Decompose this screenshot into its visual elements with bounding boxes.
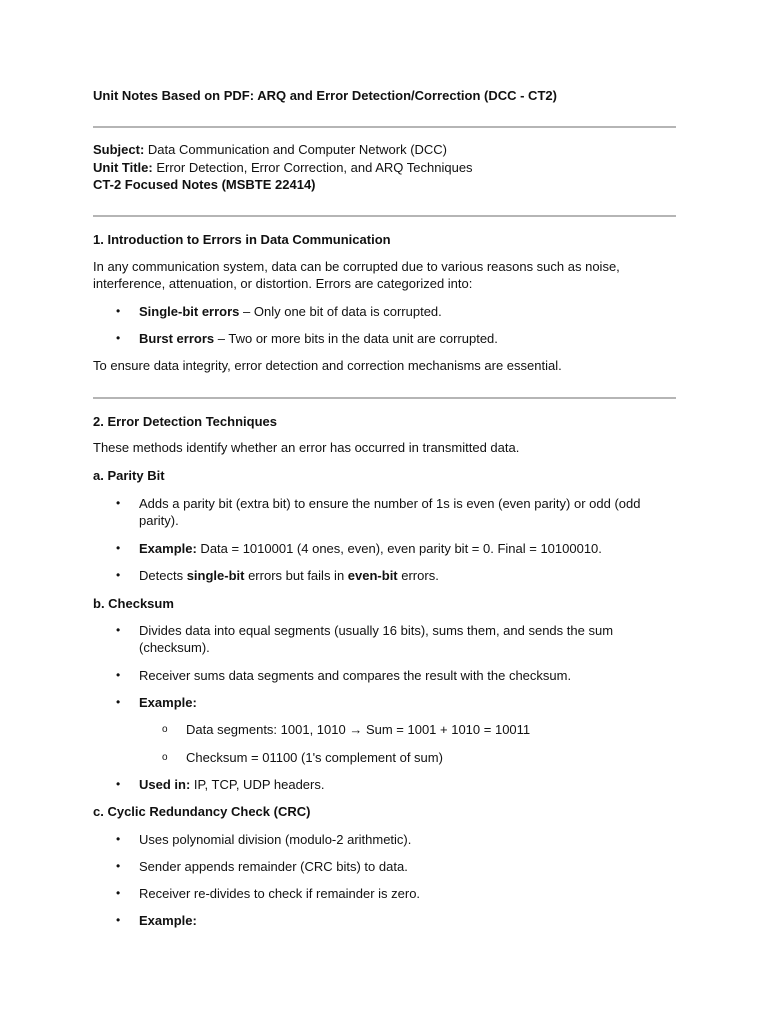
section-heading: 1. Introduction to Errors in Data Communication [93, 232, 391, 247]
subject-value: Data Communication and Computer Network (DCC) [144, 142, 448, 157]
divider [93, 126, 676, 128]
bullet-marker: • [116, 695, 121, 709]
list-item [139, 776, 675, 793]
list-item [139, 330, 675, 347]
sub-bullet-marker: o [162, 724, 168, 735]
paragraph: These methods identify whether an error has occurred in transmitted data. [93, 440, 520, 455]
list-item [139, 567, 675, 584]
list-item: Example: [139, 913, 197, 928]
subsection-heading: b. Checksum [93, 596, 174, 611]
list-item-bold: Used in: [139, 777, 191, 792]
bullet-marker: • [116, 541, 121, 555]
document-title: Unit Notes Based on PDF: ARQ and Error Detection/Correction (DCC - CT2) [93, 88, 557, 103]
subject-line [93, 141, 678, 158]
bullet-marker: • [116, 832, 121, 846]
list-item-text: Data = 1010001 (4 ones, even), even parity bit = 0. Final = 10100010. [196, 541, 602, 556]
list-item-text: IP, TCP, UDP headers. [190, 777, 325, 792]
bullet-marker: • [116, 331, 121, 345]
divider [93, 215, 676, 217]
bullet-marker: • [116, 913, 121, 927]
bullet-marker: • [116, 623, 121, 637]
bullet-marker: • [116, 304, 121, 318]
unit-title-value: Error Detection, Error Correction, and ARQ Techniques [152, 160, 473, 175]
unit-title-label: Unit Title: [93, 160, 153, 175]
list-item-bold: Single-bit errors [139, 304, 240, 319]
bullet-marker: • [116, 886, 121, 900]
sub-list-item: Checksum = 01100 (1's complement of sum) [186, 750, 443, 765]
paragraph: In any communication system, data can be corrupted due to various reasons such as noise, interference, attenuation, or distortion. Errors are categorized into: [93, 259, 620, 291]
list-item: Uses polynomial division (modulo-2 arithmetic). [139, 832, 412, 847]
subject-label: Subject: [93, 142, 145, 157]
list-item: Sender appends remainder (CRC bits) to data. [139, 859, 408, 874]
list-item-text: – Two or more bits in the data unit are corrupted. [214, 331, 498, 346]
list-item: Receiver re-divides to check if remainder is zero. [139, 886, 421, 901]
bullet-marker: • [116, 859, 121, 873]
sub-bullet-marker: o [162, 752, 168, 763]
list-item-bold: even-bit [347, 568, 398, 583]
divider [93, 397, 676, 399]
bullet-marker: • [116, 496, 121, 510]
bullet-marker: • [116, 777, 121, 791]
list-item: Example: [139, 695, 197, 710]
unit-title-line [93, 159, 678, 176]
subsection-heading: c. Cyclic Redundancy Check (CRC) [93, 804, 311, 819]
list-item [139, 303, 675, 320]
list-item: Divides data into equal segments (usually 16 bits), sums them, and sends the sum (checksum). [139, 623, 614, 655]
paragraph: To ensure data integrity, error detection and correction mechanisms are essential. [93, 358, 562, 373]
list-item: Adds a parity bit (extra bit) to ensure the number of 1s is even (even parity) or odd (odd parity). [139, 496, 641, 528]
list-item-text: – Only one bit of data is corrupted. [239, 304, 442, 319]
bullet-marker: • [116, 668, 121, 682]
bullet-marker: • [116, 568, 121, 582]
list-item-bold: single-bit [186, 568, 245, 583]
subsection-heading: a. Parity Bit [93, 468, 165, 483]
list-item-text: errors. [397, 568, 439, 583]
list-item-bold: Example: [139, 541, 197, 556]
focus-line: CT-2 Focused Notes (MSBTE 22414) [93, 177, 316, 192]
list-item-bold: Burst errors [139, 331, 215, 346]
section-heading: 2. Error Detection Techniques [93, 414, 277, 429]
list-item: Receiver sums data segments and compares the result with the checksum. [139, 668, 572, 683]
sub-list-item: Data segments: 1001, 1010 → Sum = 1001 + 1010 = 10011 [186, 722, 531, 737]
list-item [139, 540, 675, 557]
list-item-text: errors but fails in [244, 568, 348, 583]
list-item-text: Detects [139, 568, 187, 583]
